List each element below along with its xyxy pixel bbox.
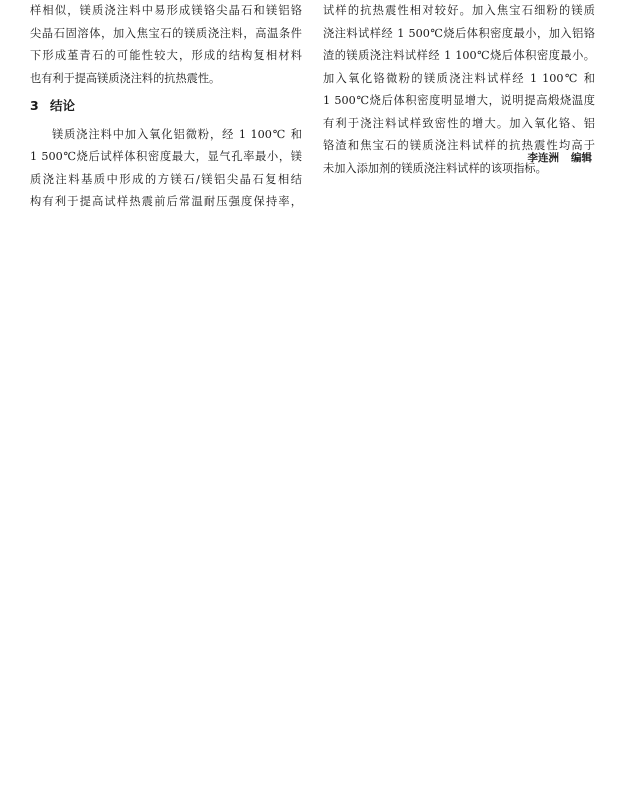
- left-column: [30, 0, 302, 214]
- text-line: 1 500℃烧后试样体积密度最大，显气孔率最小，镁: [30, 150, 302, 163]
- section-number: 3: [30, 98, 39, 113]
- section-heading: [30, 95, 302, 118]
- text-line: 试样的抗热震性相对较好。加入焦宝石细粉的镁质: [323, 4, 595, 17]
- editor-role: 编辑: [571, 152, 592, 164]
- text-line: 1 500℃烧后体积密度明显增大，说明提高煅烧温度: [323, 94, 595, 107]
- text-line: 样相似，镁质浇注料中易形成镁铬尖晶石和镁铝铬: [30, 4, 302, 17]
- text-line: 加入氧化铬微粉的镁质浇注料试样经 1 100℃ 和: [323, 71, 595, 85]
- editor-credit: [528, 150, 593, 165]
- text-line: 铬渣和焦宝石的镁质浇注料试样的抗热震性均高于: [323, 139, 595, 152]
- text-line: 质浇注料基质中形成的方镁石/镁铝尖晶石复相结: [30, 172, 302, 186]
- section-title: 结论: [50, 98, 76, 113]
- editor-name: 李连洲: [527, 152, 559, 164]
- text-line: 镁质浇注料中加入氧化铝微粉，经 1 100℃ 和: [52, 127, 302, 141]
- conclusion-paragraph: [30, 124, 302, 214]
- text-line: 也有利于提高镁质浇注料的抗热震性。: [30, 71, 221, 85]
- text-line: 浇注料试样经 1 500℃烧后体积密度最小，加入铝铬: [323, 26, 595, 40]
- text-line: 构有利于提高试样热震前后常温耐压强度保持率，: [30, 195, 302, 208]
- text-line: 有利于浇注料试样致密性的增大。加入氧化铬、铝: [323, 116, 595, 130]
- text-line: 尖晶石固溶体，加入焦宝石的镁质浇注料，高温条件: [30, 26, 302, 40]
- paragraph-continued: [30, 0, 302, 90]
- text-line: 下形成堇青石的可能性较大，形成的结构复相材料: [30, 49, 302, 62]
- text-line: 未加入添加剂的镁质浇注料试样的该项指标。: [323, 161, 547, 175]
- text-line: 渣的镁质浇注料试样经 1 100℃烧后体积密度最小。: [323, 49, 595, 62]
